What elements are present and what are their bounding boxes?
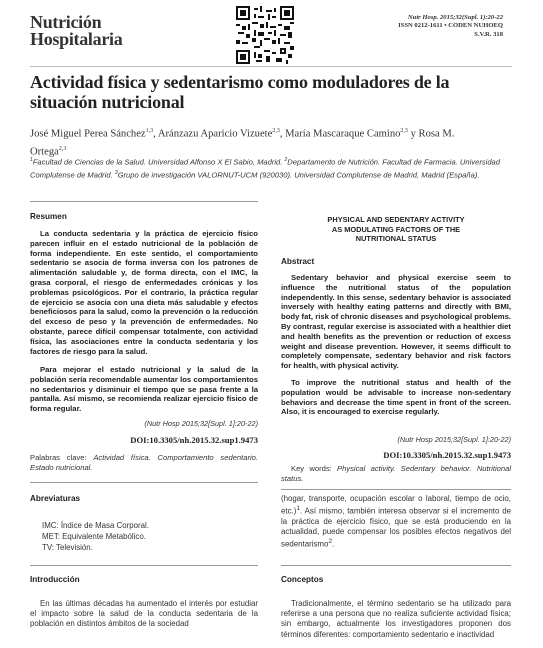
abreviaturas-list [42, 520, 252, 554]
resumen-paragraph-1: La conducta sedentaria y la práctica de ejercicio físico parecen influir en el estado nutricional de la población de forma independiente. En este sentido, el comportamiento sedentario se asocia de forma inversa con los patrones de alimentación saludable y, de forma directa, con el IMC, la grasa corporal, el riesgo de enfermedades crónicas y los problemas psicológicos. Por el contrario, la práctica regular de ejercicio se asocia con una dieta más saludable y efectos beneficiosos para la salud, como la prevención o la reducción del exceso de peso y la prevención de enfermedades. No obstante, parece difícil compensar totalmente, con actividad física, las asociaciones entre la conducta sedentaria y los factores de riesgo para la salud. [30, 229, 258, 356]
right-doi: DOI:10.3305/nh.2015.32.sup1.9473 [383, 450, 511, 460]
journal-svr: S.V.R. 318 [474, 30, 503, 38]
english-title: PHYSICAL AND SEDENTARY ACTIVITY AS MODULATING FACTORS OF THE NUTRITIONAL STATUS [327, 215, 465, 243]
resumen-heading: Resumen [30, 212, 67, 221]
left-top-rule [30, 201, 258, 202]
left-mid-rule [30, 482, 258, 483]
journal-info [398, 14, 503, 39]
conceptos-heading: Conceptos [281, 575, 324, 584]
qr-code-icon [236, 6, 294, 64]
header-divider [30, 66, 512, 67]
introduccion-paragraph: En las últimas décadas ha aumentado el interés por estudiar el impacto sobre la salud de la conducta sedentaria de la población en distintos ámbitos de la sociedad [30, 599, 258, 629]
article-affiliations: $^1$Facultad de Ciencias de la Salud. Universidad Alfonso X El Sabio, Madrid. $^2$Departamento de Nutrición. Facultad de Farmacia. Universidad Complutense de Madrid. $^3$Grupo de investigación VALORNUT-UCM (920030). Universidad Complutense de Madrid, Madrid (España). [30, 157, 501, 180]
right-reference: (Nutr Hosp 2015;32[Supl. 1]:20-22) [397, 435, 511, 444]
abstract-heading: Abstract [281, 257, 315, 266]
logo-line-1: Nutrición [30, 12, 102, 32]
abrev-item: IMC: Índice de Masa Corporal. [42, 521, 150, 530]
left-lower-rule [30, 565, 258, 566]
conceptos-paragraph: Tradicionalmente, el término sedentario se ha utilizado para referirse a una persona que no realiza suficiente actividad física; sin embargo, actualmente los investigadores proponen dos términos diferentes: comportamiento sedentario e inactividad [281, 599, 511, 639]
abrev-item: TV: Televisión. [42, 543, 93, 553]
journal-issn: ISSN 0212-1611 • CODEN NUHOEQ [398, 22, 503, 30]
continuation-paragraph: (hogar, transporte, ocupación escolar o laboral, tiempo de ocio, etc.)$^1$. Así mismo, también interesa observar si el incremento de la práctica de ejercicio físico, que se está produciendo en la actualidad, puede compensar los posibles efectos negativos del sedentarismo$^2$. [281, 494, 511, 550]
right-lower-rule [281, 565, 511, 566]
article-authors: José Miguel Perea Sánchez$^{1,3}$, Aránzazu Aparicio Vizuete$^{2,3}$, María Mascaraque Camino$^{2,3}$ y Rosa M. Ortega$^{2,3}$ [30, 128, 455, 158]
introduccion-heading: Introducción [30, 575, 80, 584]
left-doi: DOI:10.3305/nh.2015.32.sup1.9473 [130, 435, 258, 445]
journal-logo [30, 14, 122, 48]
left-reference: (Nutr Hosp 2015;32[Supl. 1]:20-22) [144, 419, 258, 428]
key-words: Key words: Physical activity. Sedentary behavior. Nutritional status. [281, 464, 512, 483]
journal-citation: Nutr Hosp. 2015;32(Supl. 1):20-22 [407, 14, 503, 21]
right-mid-rule [281, 489, 511, 490]
logo-line-2: Hospitalaria [30, 29, 123, 49]
abreviaturas-heading: Abreviaturas [30, 494, 81, 503]
article-title: Actividad física y sedentarismo como moduladores de la situación nutricional [30, 72, 450, 112]
abstract-paragraph-2: To improve the nutritional status and health of the population would be advisable to increase non-sedentary behaviors and decrease the time spent in front of the screen. Also, it is encouraged to exercise regularly. [281, 378, 511, 417]
abrev-item: MET: Equivalente Metabólico. [42, 532, 146, 542]
abstract-paragraph-1: Sedentary behavior and physical exercise seem to influence the nutritional status of the population independently. In this sense, sedentary behavior is associated inversely with healthy eating patterns and directly with BMI, body fat, risk of chronic diseases and psychological problems. By contrast, regular exercise is associated with a healthier diet and health benefits as the prevention or reduction of excess weight and disease prevention. However, it seems difficult to completely compensate, sedentary behavior and risk factors for health, with physical activity. [281, 273, 511, 371]
resumen-paragraph-2: Para mejorar el estado nutricional y la salud de la población sería recomendable aumentar los comportamientos no sedentarios y disminuir el tiempo que se pasa frente a la pantalla. Así mismo, se recomienda realizar ejercicio físico de forma regular. [30, 365, 258, 414]
palabras-clave: Palabras clave: Actividad física. Comportamiento sedentario. Estado nutricional. [30, 453, 258, 472]
